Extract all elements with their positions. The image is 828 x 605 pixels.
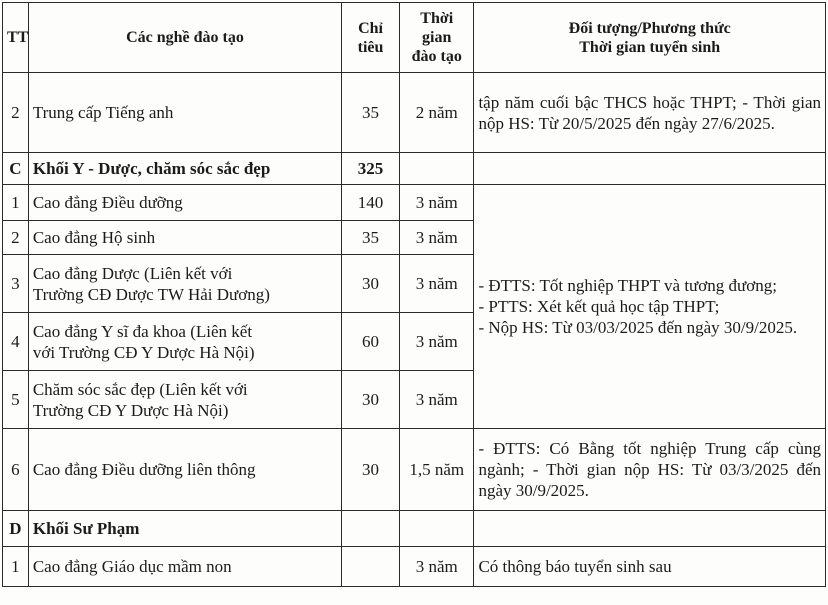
row-tt: 6 xyxy=(3,429,29,511)
row-thoigian: 2 năm xyxy=(400,73,474,153)
row-tt: D xyxy=(3,511,29,547)
header-chitieu: Chỉ tiêu xyxy=(342,3,400,73)
row-chitieu: 60 xyxy=(342,313,400,371)
row-nghe: Cao đẳng Dược (Liên kết với Trường CĐ Dược TW Hải Dương) xyxy=(28,255,341,313)
row-thoigian: 3 năm xyxy=(400,221,474,255)
row-tt: 4 xyxy=(3,313,29,371)
row-tt: 3 xyxy=(3,255,29,313)
row-doituong: Có thông báo tuyển sinh sau xyxy=(474,547,826,587)
row-tt: 2 xyxy=(3,221,29,255)
row-thoigian: 3 năm xyxy=(400,255,474,313)
row-chitieu: 35 xyxy=(342,73,400,153)
row-thoigian xyxy=(400,511,474,547)
row-chitieu xyxy=(342,511,400,547)
header-tt: TT xyxy=(3,3,29,73)
row-doituong-merged: - ĐTTS: Tốt nghiệp THPT và tương đương; - PTTS: Xét kết quả học tập THPT; - Nộp HS: Từ 03/03/2025 đến ngày 30/9/2025. xyxy=(474,185,826,429)
section-row xyxy=(3,511,826,547)
row-doituong: - ĐTTS: Có Bằng tốt nghiệp Trung cấp cùng ngành; - Thời gian nộp HS: Từ 03/3/2025 đến ngày 30/9/2025. xyxy=(474,429,826,511)
header-row xyxy=(3,3,826,73)
row-doituong: tập năm cuối bậc THCS hoặc THPT; - Thời gian nộp HS: Từ 20/5/2025 đến ngày 27/6/2025. xyxy=(474,73,826,153)
row-nghe: Chăm sóc sắc đẹp (Liên kết với Trường CĐ Y Dược Hà Nội) xyxy=(28,371,341,429)
section-row xyxy=(3,153,826,185)
row-chitieu: 30 xyxy=(342,371,400,429)
row-chitieu: 30 xyxy=(342,255,400,313)
row-doituong xyxy=(474,511,826,547)
row-nghe: Khối Y - Dược, chăm sóc sắc đẹp xyxy=(28,153,341,185)
row-chitieu: 35 xyxy=(342,221,400,255)
row-thoigian: 3 năm xyxy=(400,313,474,371)
row-tt: 1 xyxy=(3,547,29,587)
row-chitieu: 30 xyxy=(342,429,400,511)
row-tt: 5 xyxy=(3,371,29,429)
header-doituong: Đối tượng/Phương thức Thời gian tuyển sinh xyxy=(474,3,826,73)
row-nghe: Cao đẳng Y sĩ đa khoa (Liên kết với Trường CĐ Y Dược Hà Nội) xyxy=(28,313,341,371)
row-chitieu: 140 xyxy=(342,185,400,221)
table-row xyxy=(3,185,826,221)
row-nghe: Khối Sư Phạm xyxy=(28,511,341,547)
row-tt: 2 xyxy=(3,73,29,153)
row-nghe: Cao đẳng Điều dưỡng xyxy=(28,185,341,221)
row-thoigian xyxy=(400,153,474,185)
header-thoigian: Thời gian đào tạo xyxy=(400,3,474,73)
training-table xyxy=(2,2,826,587)
table-row xyxy=(3,429,826,511)
row-thoigian: 3 năm xyxy=(400,547,474,587)
row-chitieu xyxy=(342,547,400,587)
row-tt: 1 xyxy=(3,185,29,221)
row-nghe: Cao đẳng Điều dưỡng liên thông xyxy=(28,429,341,511)
row-tt: C xyxy=(3,153,29,185)
row-nghe: Trung cấp Tiếng anh xyxy=(28,73,341,153)
row-nghe: Cao đẳng Hộ sinh xyxy=(28,221,341,255)
row-thoigian: 1,5 năm xyxy=(400,429,474,511)
row-doituong xyxy=(474,153,826,185)
table-row xyxy=(3,73,826,153)
row-chitieu: 325 xyxy=(342,153,400,185)
header-nghe: Các nghề đào tạo xyxy=(28,3,341,73)
row-thoigian: 3 năm xyxy=(400,371,474,429)
table-row xyxy=(3,547,826,587)
row-nghe: Cao đẳng Giáo dục mầm non xyxy=(28,547,341,587)
row-thoigian: 3 năm xyxy=(400,185,474,221)
